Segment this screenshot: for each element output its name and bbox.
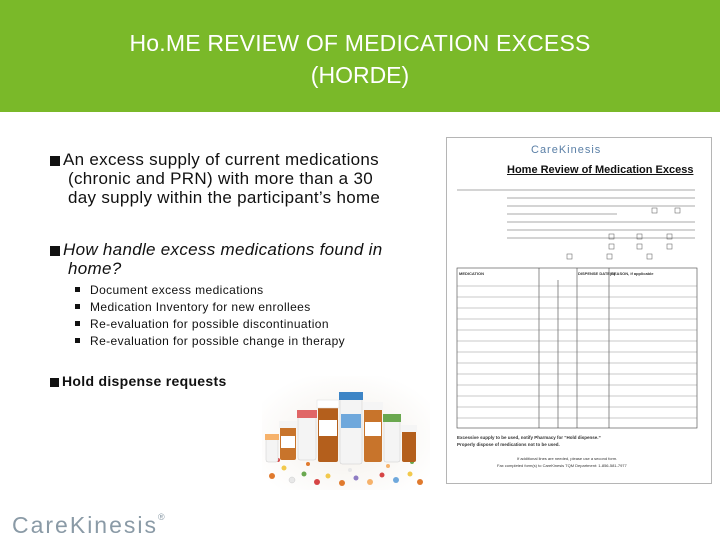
registered-mark: ® <box>158 512 165 522</box>
medication-excess-form-thumbnail <box>446 137 712 484</box>
checkbox-bullet-icon <box>50 156 60 166</box>
bullet-text: An excess supply of current medications <box>63 150 379 169</box>
form-col-medication: MEDICATION <box>459 271 485 276</box>
square-bullet-icon <box>75 321 80 326</box>
bullet-hold-dispense <box>50 372 227 390</box>
bullet-text: home? <box>68 259 122 278</box>
square-bullet-icon <box>75 338 80 343</box>
logo-text: CareKinesis <box>12 512 158 538</box>
bullet-text: (chronic and PRN) with more than a 30 <box>68 169 373 188</box>
sub-bullet <box>75 300 311 314</box>
form-col-reason: REASON, if applicable <box>611 271 654 276</box>
bullet-text: day supply within the participant’s home <box>68 188 381 207</box>
form-col-dispense: DISPENSE DATE(S) <box>578 271 616 276</box>
square-bullet-icon <box>75 304 80 309</box>
slide-title-line-2: (HORDE) <box>310 62 410 88</box>
form-logo: CareKinesis <box>531 144 602 156</box>
bullet-how-handle <box>50 240 440 278</box>
form-title: Home Review of Medication Excess <box>507 164 694 176</box>
bullet-text: Hold dispense requests <box>62 373 227 389</box>
sub-bullet-text: Medication Inventory for new enrollees <box>90 300 311 314</box>
sub-bullet-text: Re-evaluation for possible change in therapy <box>90 334 346 348</box>
bullet-excess-supply <box>50 150 440 207</box>
form-lines <box>447 138 711 483</box>
square-bullet-icon <box>75 287 80 292</box>
title-banner <box>0 0 720 112</box>
form-footer-note-3: If additional lines are needed, please use a second form. <box>517 456 618 461</box>
slide-title-line-1: Ho.ME REVIEW OF MEDICATION EXCESS <box>129 30 591 56</box>
sub-bullet <box>75 317 329 331</box>
sub-bullet <box>75 283 264 297</box>
bullet-text: How handle excess medications found in <box>63 240 383 259</box>
sub-bullet <box>75 334 345 348</box>
sub-bullet-text: Re-evaluation for possible discontinuation <box>90 317 329 331</box>
form-footer-note-2: Properly dispose of medications not to be used. <box>457 442 560 447</box>
sub-bullet-text: Document excess medications <box>90 283 264 297</box>
medication-bottles-photo <box>262 376 430 490</box>
form-footer-note-1: Excessive supply to be used, notify Pharmacy for “Hold dispense.” <box>457 435 601 440</box>
form-footer-note-4: Fax completed form(s) to CareKinesis TQM Department: 1-856-581-7977 <box>497 463 627 468</box>
carekinesis-logo <box>12 512 165 539</box>
checkbox-bullet-icon <box>50 246 60 256</box>
checkbox-bullet-icon <box>50 378 59 387</box>
